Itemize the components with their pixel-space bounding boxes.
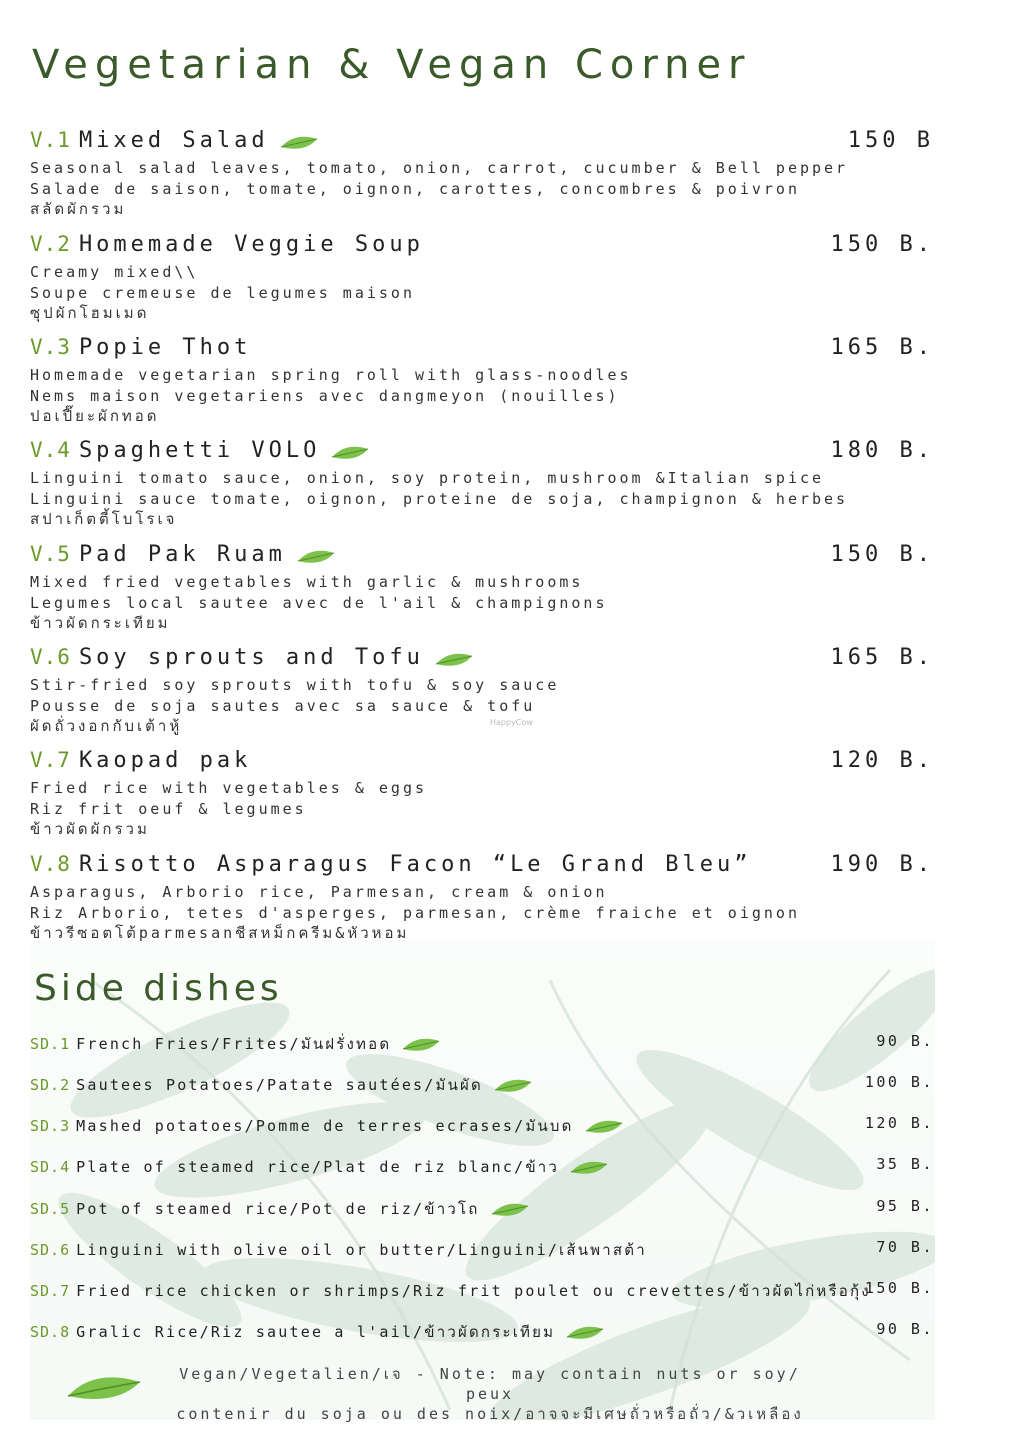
side-dish-code: SD.5	[30, 1200, 71, 1218]
side-dish-row	[30, 1032, 934, 1056]
item-name: Soy sprouts and Tofu	[78, 645, 424, 670]
menu-item	[30, 438, 940, 530]
vegan-leaf-icon	[493, 1077, 533, 1095]
side-dish-price: 35 B.	[876, 1155, 934, 1173]
side-dish-row	[30, 1279, 934, 1303]
item-description-line: Asparagus, Arborio rice, Parmesan, cream & onion	[30, 883, 608, 901]
item-description-line: ข้าวผัดผักรวม	[30, 820, 150, 838]
side-dish-price: 100 B.	[864, 1073, 934, 1091]
item-description-line: Legumes local sautee avec de l'ail & champignons	[30, 593, 608, 612]
item-description-line: Seasonal salad leaves, tomato, onion, carrot, cucumber & Bell pepper	[30, 159, 849, 177]
vegan-note-line-2: contenir du soja ou des noix/อาจจะมีเศษถั่วหรือถั่ว/&วเหลือง	[176, 1405, 804, 1423]
item-name: Pad Pak Ruam	[78, 542, 286, 567]
vegan-leaf-icon	[434, 651, 474, 669]
vegan-leaf-icon	[490, 1201, 530, 1219]
vegan-leaf-icon	[296, 548, 336, 566]
item-code: V.6	[30, 645, 71, 669]
menu-item-header	[30, 438, 940, 468]
side-dish-row	[30, 1197, 934, 1221]
item-name: Popie Thot	[78, 335, 252, 360]
item-code: V.4	[30, 438, 71, 462]
menu-item	[30, 335, 940, 427]
side-dish-price: 90 B.	[876, 1320, 934, 1338]
menu-item	[30, 128, 940, 220]
item-code: V.1	[30, 128, 71, 152]
vegan-leaf-icon	[565, 1324, 605, 1342]
side-dish-code: SD.1	[30, 1035, 71, 1053]
side-dish-price: 70 B.	[876, 1238, 934, 1256]
vegan-note	[160, 1364, 820, 1424]
menu-item-header	[30, 335, 940, 365]
item-description-line: Linguini tomato sauce, onion, soy protein, mushroom &Italian spice	[30, 469, 825, 487]
side-dish-row	[30, 1073, 934, 1097]
item-description-line: Mixed fried vegetables with garlic & mushrooms	[30, 573, 584, 591]
item-description-line: Linguini sauce tomate, oignon, proteine de soja, champignon & herbes	[30, 489, 849, 508]
vegan-leaf-icon	[330, 444, 370, 462]
vegan-note-line-1: Vegan/Vegetalien/เจ - Note: may contain nuts or soy/ peux	[179, 1365, 801, 1403]
item-price: 150 B.	[830, 542, 934, 567]
item-description-line: ผัดถั่วงอกกับเต้าหู้	[30, 717, 183, 735]
item-description-line: Riz Arborio, tetes d'asperges, parmesan, crème fraiche et oignon	[30, 903, 800, 922]
item-price: 165 B.	[830, 645, 934, 670]
item-code: V.3	[30, 335, 71, 359]
item-description-line: ข้าวรีซอตโต้parmesanชีสหม็กครีม&หัวหอม	[30, 924, 410, 942]
vegan-leaf-icon	[584, 1118, 624, 1136]
side-dish-price: 150 B.	[864, 1279, 934, 1297]
side-dish-code: SD.3	[30, 1117, 71, 1135]
item-description-line: Homemade vegetarian spring roll with glass-noodles	[30, 366, 632, 384]
menu-item	[30, 645, 940, 737]
side-dish-name: Linguini with olive oil or butter/Linguini/เส้นพาสต้า	[76, 1241, 647, 1259]
item-price: 180 B.	[830, 438, 934, 463]
item-code: V.8	[30, 852, 71, 876]
menu-item-header	[30, 748, 940, 778]
item-description-line: ซุปผักโฮมเมด	[30, 304, 150, 322]
side-dish-name: Pot of steamed rice/Pot de riz/ข้าวโถ	[76, 1200, 480, 1218]
item-price: 165 B.	[830, 335, 934, 360]
fern-background-image	[30, 940, 935, 1420]
side-dish-row	[30, 1238, 934, 1262]
item-name: Kaopad pak	[78, 748, 252, 773]
side-dish-code: SD.7	[30, 1282, 71, 1300]
item-description-line: ปอเปี๊ยะผักทอด	[30, 407, 160, 425]
item-price: 190 B.	[830, 852, 934, 877]
page-title: Vegetarian & Vegan Corner	[32, 42, 752, 88]
item-description-line: Soupe cremeuse de legumes maison	[30, 283, 415, 302]
side-dish-name: Plate of steamed rice/Plat de riz blanc/ข้าว	[76, 1158, 560, 1176]
side-dish-row	[30, 1320, 934, 1344]
item-name: Homemade Veggie Soup	[78, 232, 424, 257]
item-description-line: Riz frit oeuf & legumes	[30, 799, 307, 818]
menu-item-header	[30, 128, 940, 158]
side-dish-price: 95 B.	[876, 1197, 934, 1215]
item-description-line: Nems maison vegetariens avec dangmeyon (nouilles)	[30, 386, 620, 405]
item-price: 120 B.	[830, 748, 934, 773]
vegan-leaf-icon	[569, 1159, 609, 1177]
watermark: HappyCow	[490, 718, 533, 727]
side-dish-code: SD.6	[30, 1241, 71, 1259]
side-dish-price: 120 B.	[864, 1114, 934, 1132]
side-dishes-title: Side dishes	[34, 968, 283, 1009]
vegan-leaf-icon	[279, 134, 319, 152]
side-dish-row	[30, 1114, 934, 1138]
item-description-line: Stir-fried soy sprouts with tofu & soy sauce	[30, 676, 560, 694]
item-code: V.5	[30, 542, 71, 566]
item-name: Spaghetti VOLO	[78, 438, 321, 463]
side-dish-price: 90 B.	[876, 1032, 934, 1050]
side-dish-name: Fried rice chicken or shrimps/Riz frit poulet ou crevettes/ข้าวผัดไก่หรือกุ้ง	[76, 1282, 871, 1300]
menu-item	[30, 232, 940, 324]
side-dish-name: Sautees Potatoes/Patate sautées/มันผัด	[76, 1076, 483, 1094]
side-dish-name: French Fries/Frites/มันฝรั่งทอด	[76, 1035, 392, 1053]
side-dish-code: SD.2	[30, 1076, 71, 1094]
item-price: 150 B	[847, 128, 934, 153]
side-dish-name: Gralic Rice/Riz sautee a l'ail/ข้าวผัดกระเทียม	[76, 1323, 556, 1341]
vegan-leaf-icon	[64, 1372, 144, 1404]
item-description-line: สปาเก็ตตี้โบโรเจ	[30, 510, 178, 528]
side-dish-code: SD.8	[30, 1323, 71, 1341]
item-name: Risotto Asparagus Facon “Le Grand Bleu”	[78, 852, 752, 877]
item-description-line: ข้าวผัดกระเทียม	[30, 614, 171, 632]
menu-item	[30, 748, 940, 840]
item-description-line: Salade de saison, tomate, oignon, carottes, concombres & poivron	[30, 179, 800, 198]
item-description-line: สลัดผักรวม	[30, 200, 127, 218]
menu-item	[30, 852, 940, 944]
item-description-line: Fried rice with vegetables & eggs	[30, 779, 428, 797]
item-description-line: Creamy mixed\\	[30, 263, 199, 281]
item-code: V.2	[30, 232, 71, 256]
item-price: 150 B.	[830, 232, 934, 257]
menu-item-header	[30, 542, 940, 572]
menu-item-header	[30, 645, 940, 675]
menu-item	[30, 542, 940, 634]
side-dish-row	[30, 1155, 934, 1179]
menu-item-header	[30, 852, 940, 882]
item-description-line: Pousse de soja sautes avec sa sauce & tofu	[30, 696, 536, 715]
menu-item-header	[30, 232, 940, 262]
item-name: Mixed Salad	[78, 128, 269, 153]
vegan-leaf-icon	[401, 1036, 441, 1054]
side-dish-name: Mashed potatoes/Pomme de terres ecrases/มันบด	[76, 1117, 574, 1135]
item-code: V.7	[30, 748, 71, 772]
side-dish-code: SD.4	[30, 1158, 71, 1176]
